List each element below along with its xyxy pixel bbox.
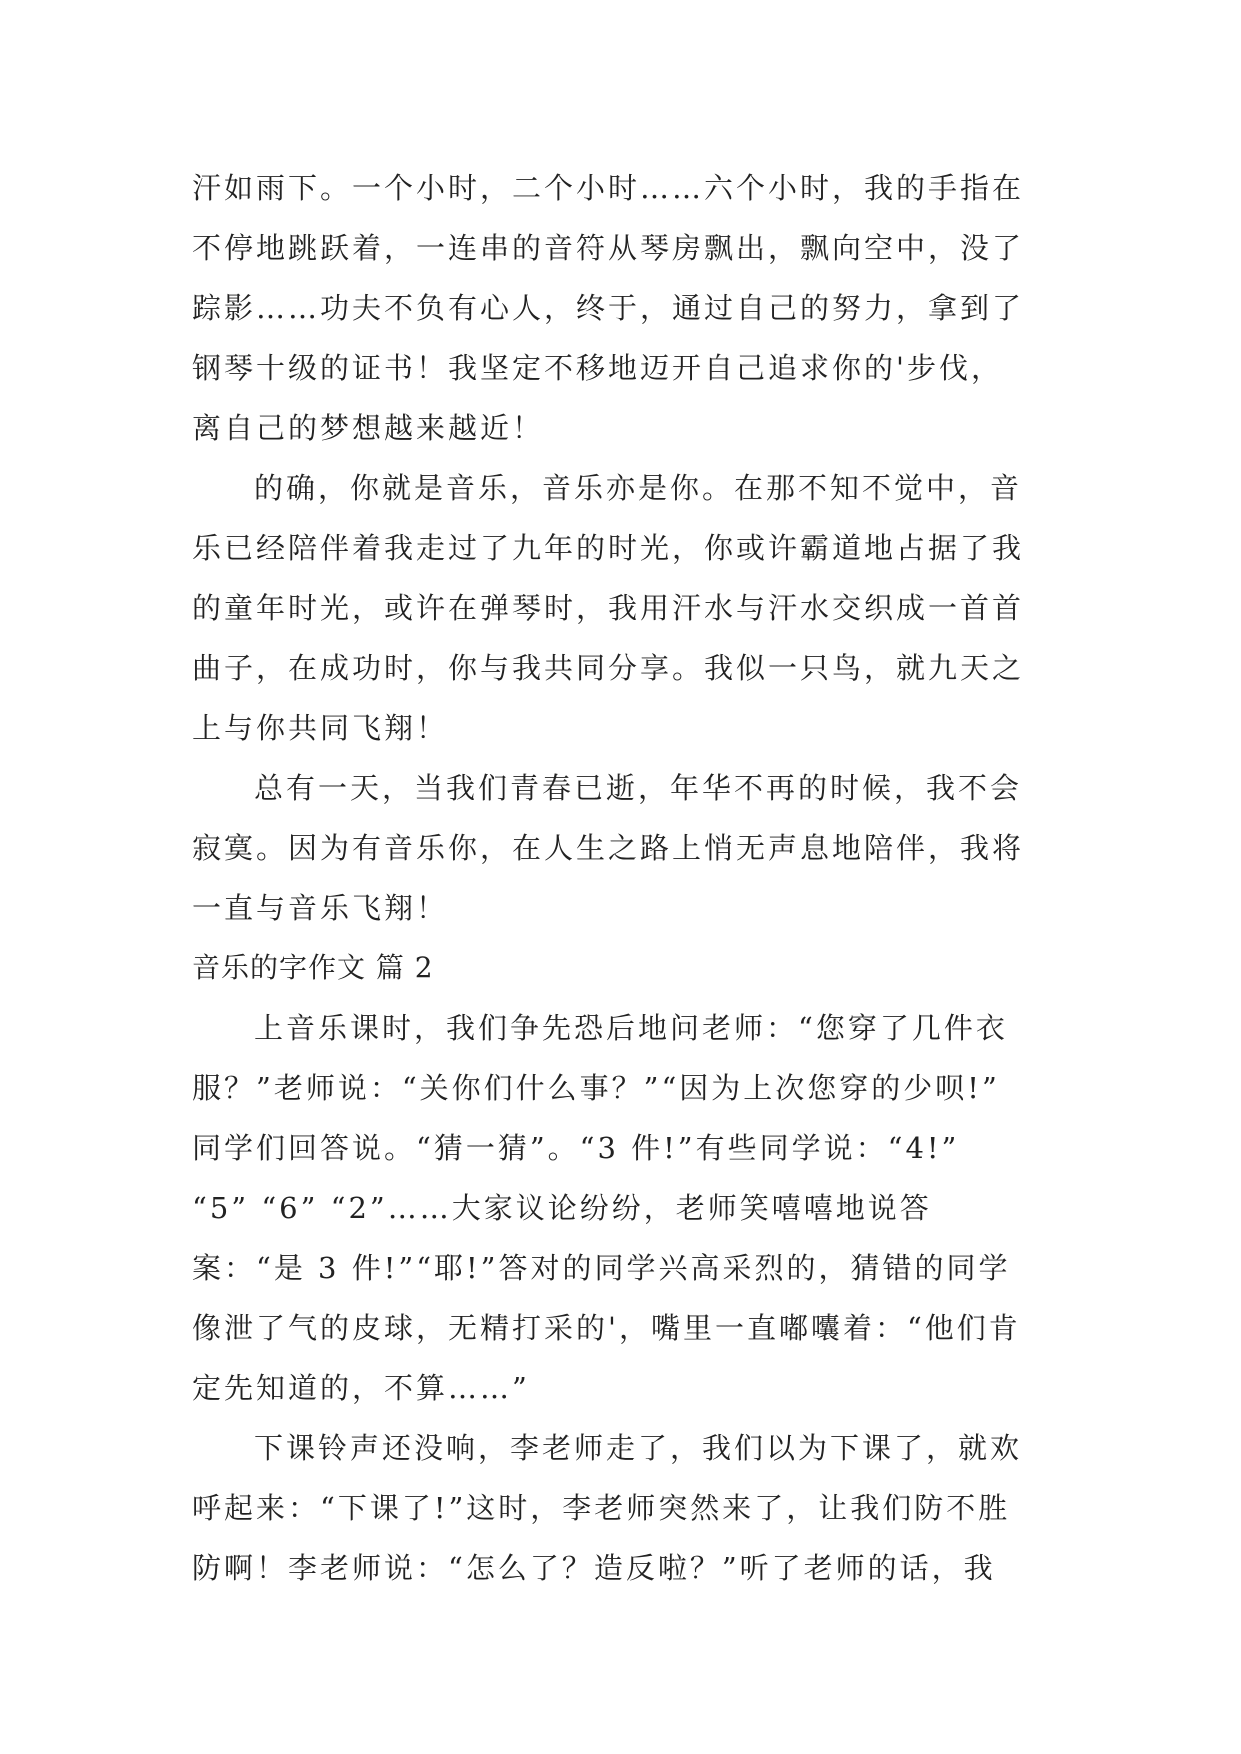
text-line: 的童年时光，或许在弹琴时，我用汗水与汗水交织成一首首	[192, 591, 1025, 625]
text-line: 防啊！李老师说：“怎么了？造反啦？”听了老师的话，我	[192, 1551, 996, 1585]
text-line: 汗如雨下。一个小时，二个小时……六个小时，我的手指在	[192, 171, 1025, 205]
text-line: 同学们回答说。“猜一猜”。“3 件!”有些同学说：“4!”	[192, 1131, 960, 1165]
text-line: 踪影……功夫不负有心人，终于，通过自己的努力，拿到了	[192, 291, 1025, 325]
text-line: 上与你共同飞翔！	[192, 711, 449, 745]
text-line: 像泄了气的皮球，无精打采的'，嘴里一直嘟囔着：“他们肯	[192, 1311, 1021, 1345]
text-line: 案：“是 3 件!”“耶!”答对的同学兴高采烈的，猜错的同学	[192, 1251, 1011, 1285]
text-line: 上音乐课时，我们争先恐后地问老师：“您穿了几件衣	[254, 1011, 1008, 1045]
text-line: 的确，你就是音乐，音乐亦是你。在那不知不觉中，音	[254, 471, 1023, 505]
text-line: “5” “6” “2”……大家议论纷纷，老师笑嘻嘻地说答	[192, 1191, 932, 1225]
section-heading: 音乐的字作文 篇 2	[192, 951, 434, 984]
text-line: 不停地跳跃着，一连串的音符从琴房飘出，飘向空中，没了	[192, 231, 1025, 265]
text-line: 定先知道的，不算……”	[192, 1371, 530, 1405]
text-line: 服？”老师说：“关你们什么事？”“因为上次您穿的少呗!”	[192, 1071, 1000, 1105]
text-line: 总有一天，当我们青春已逝，年华不再的时候，我不会	[254, 771, 1023, 805]
text-line: 寂寞。因为有音乐你，在人生之路上悄无声息地陪伴，我将	[192, 831, 1025, 865]
text-line: 一直与音乐飞翔！	[192, 891, 449, 925]
text-line: 乐已经陪伴着我走过了九年的时光，你或许霸道地占据了我	[192, 531, 1025, 565]
text-line: 呼起来：“下课了!”这时，李老师突然来了，让我们防不胜	[192, 1491, 1011, 1525]
text-line: 下课铃声还没响，李老师走了，我们以为下课了，就欢	[254, 1431, 1023, 1465]
text-line: 曲子，在成功时，你与我共同分享。我似一只鸟，就九天之	[192, 651, 1025, 685]
text-line: 钢琴十级的证书！我坚定不移地迈开自己追求你的'步伐，	[192, 351, 1003, 385]
document-body	[192, 158, 1062, 1598]
text-line: 离自己的梦想越来越近！	[192, 411, 545, 445]
